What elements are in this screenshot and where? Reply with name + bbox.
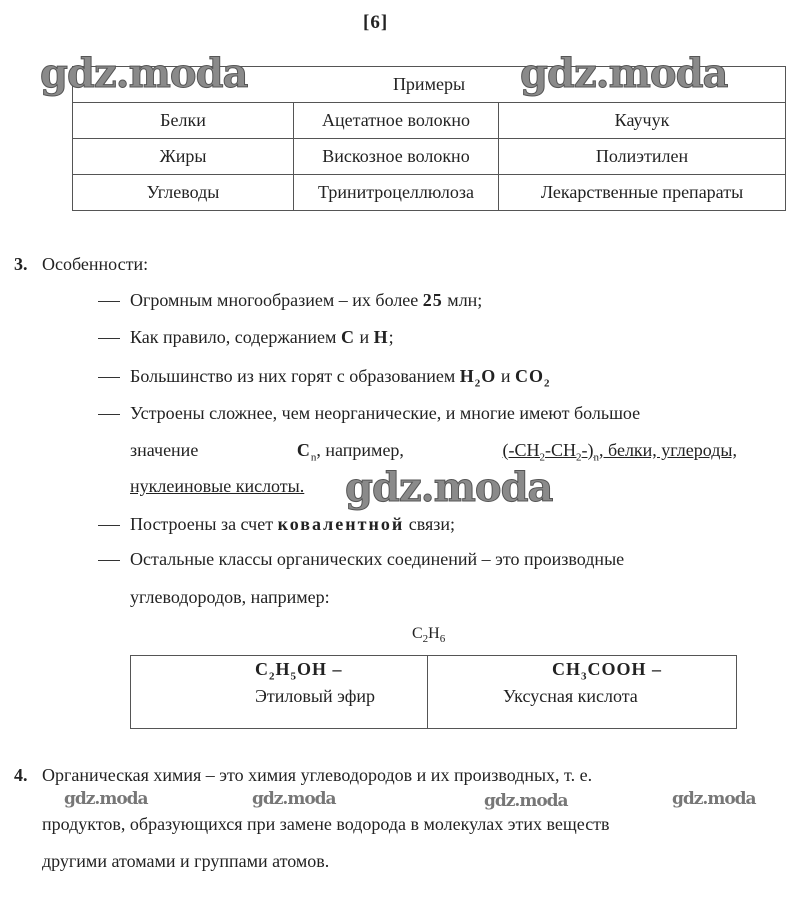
- cell: Лекарственные препараты: [499, 175, 786, 211]
- table-row: [73, 175, 786, 211]
- list-item-cont: углеводородов, например:: [130, 587, 330, 607]
- cell: Каучук: [499, 103, 786, 139]
- list-item: Остальные классы органических соединений – это производные: [98, 549, 624, 570]
- cell: Белки: [73, 103, 294, 139]
- watermark: gdz.moda: [252, 789, 336, 809]
- paragraph-line: Органическая химия – это химия углеводородов и их производных, т. е.: [42, 765, 593, 785]
- paragraph-line: продуктов, образующихся при замене водорода в молекулах этих веществ: [42, 814, 610, 834]
- watermark: gdz.moda: [40, 50, 248, 97]
- list-item: Как правило, содержанием C и H;: [98, 327, 394, 348]
- derivatives-table: [130, 655, 737, 729]
- section-number: 3.: [14, 254, 28, 274]
- watermark: gdz.moda: [484, 791, 568, 811]
- watermark: gdz.moda: [672, 789, 756, 809]
- cell: Жиры: [73, 139, 294, 175]
- list-item: Построены за счет ковалентной связи;: [98, 514, 455, 535]
- section-title: Особенности:: [42, 254, 149, 274]
- cell: Ацетатное волокно: [294, 103, 499, 139]
- list-item-cont: нуклеиновые кислоты.: [130, 476, 305, 496]
- watermark: gdz.moda: [345, 464, 553, 511]
- paragraph-line: другими атомами и группами атомов.: [42, 851, 330, 871]
- table-header: Примеры: [73, 67, 786, 103]
- list-item-cont: значение $C_n$, например, $(-CH_2-CH_2-)_n$, белки, углероды,: [130, 440, 737, 464]
- watermark: gdz.moda: [520, 50, 728, 97]
- cell: Полиэтилен: [499, 139, 786, 175]
- section-number: 4.: [14, 765, 28, 785]
- list-item: Устроены сложнее, чем неорганические, и многие имеют большое: [98, 403, 738, 424]
- cell: Тринитроцеллюлоза: [294, 175, 499, 211]
- cell: Углеводы: [73, 175, 294, 211]
- cell: $CH_3COOH$ – Уксусная кислота: [428, 656, 737, 729]
- table-row: [73, 139, 786, 175]
- table-row: [73, 103, 786, 139]
- list-item: Большинство из них горят с образованием $H_2O$ и $CO_2$: [98, 366, 550, 387]
- formula-ethane: $C_2H_6$: [412, 625, 446, 646]
- page-number: [6]: [363, 12, 389, 33]
- watermark: gdz.moda: [64, 789, 148, 809]
- cell: $C_2H_5OH$ – Этиловый эфир: [131, 656, 428, 729]
- list-item: Огромным многообразием – их более 25 млн;: [98, 290, 482, 311]
- cell: Вискозное волокно: [294, 139, 499, 175]
